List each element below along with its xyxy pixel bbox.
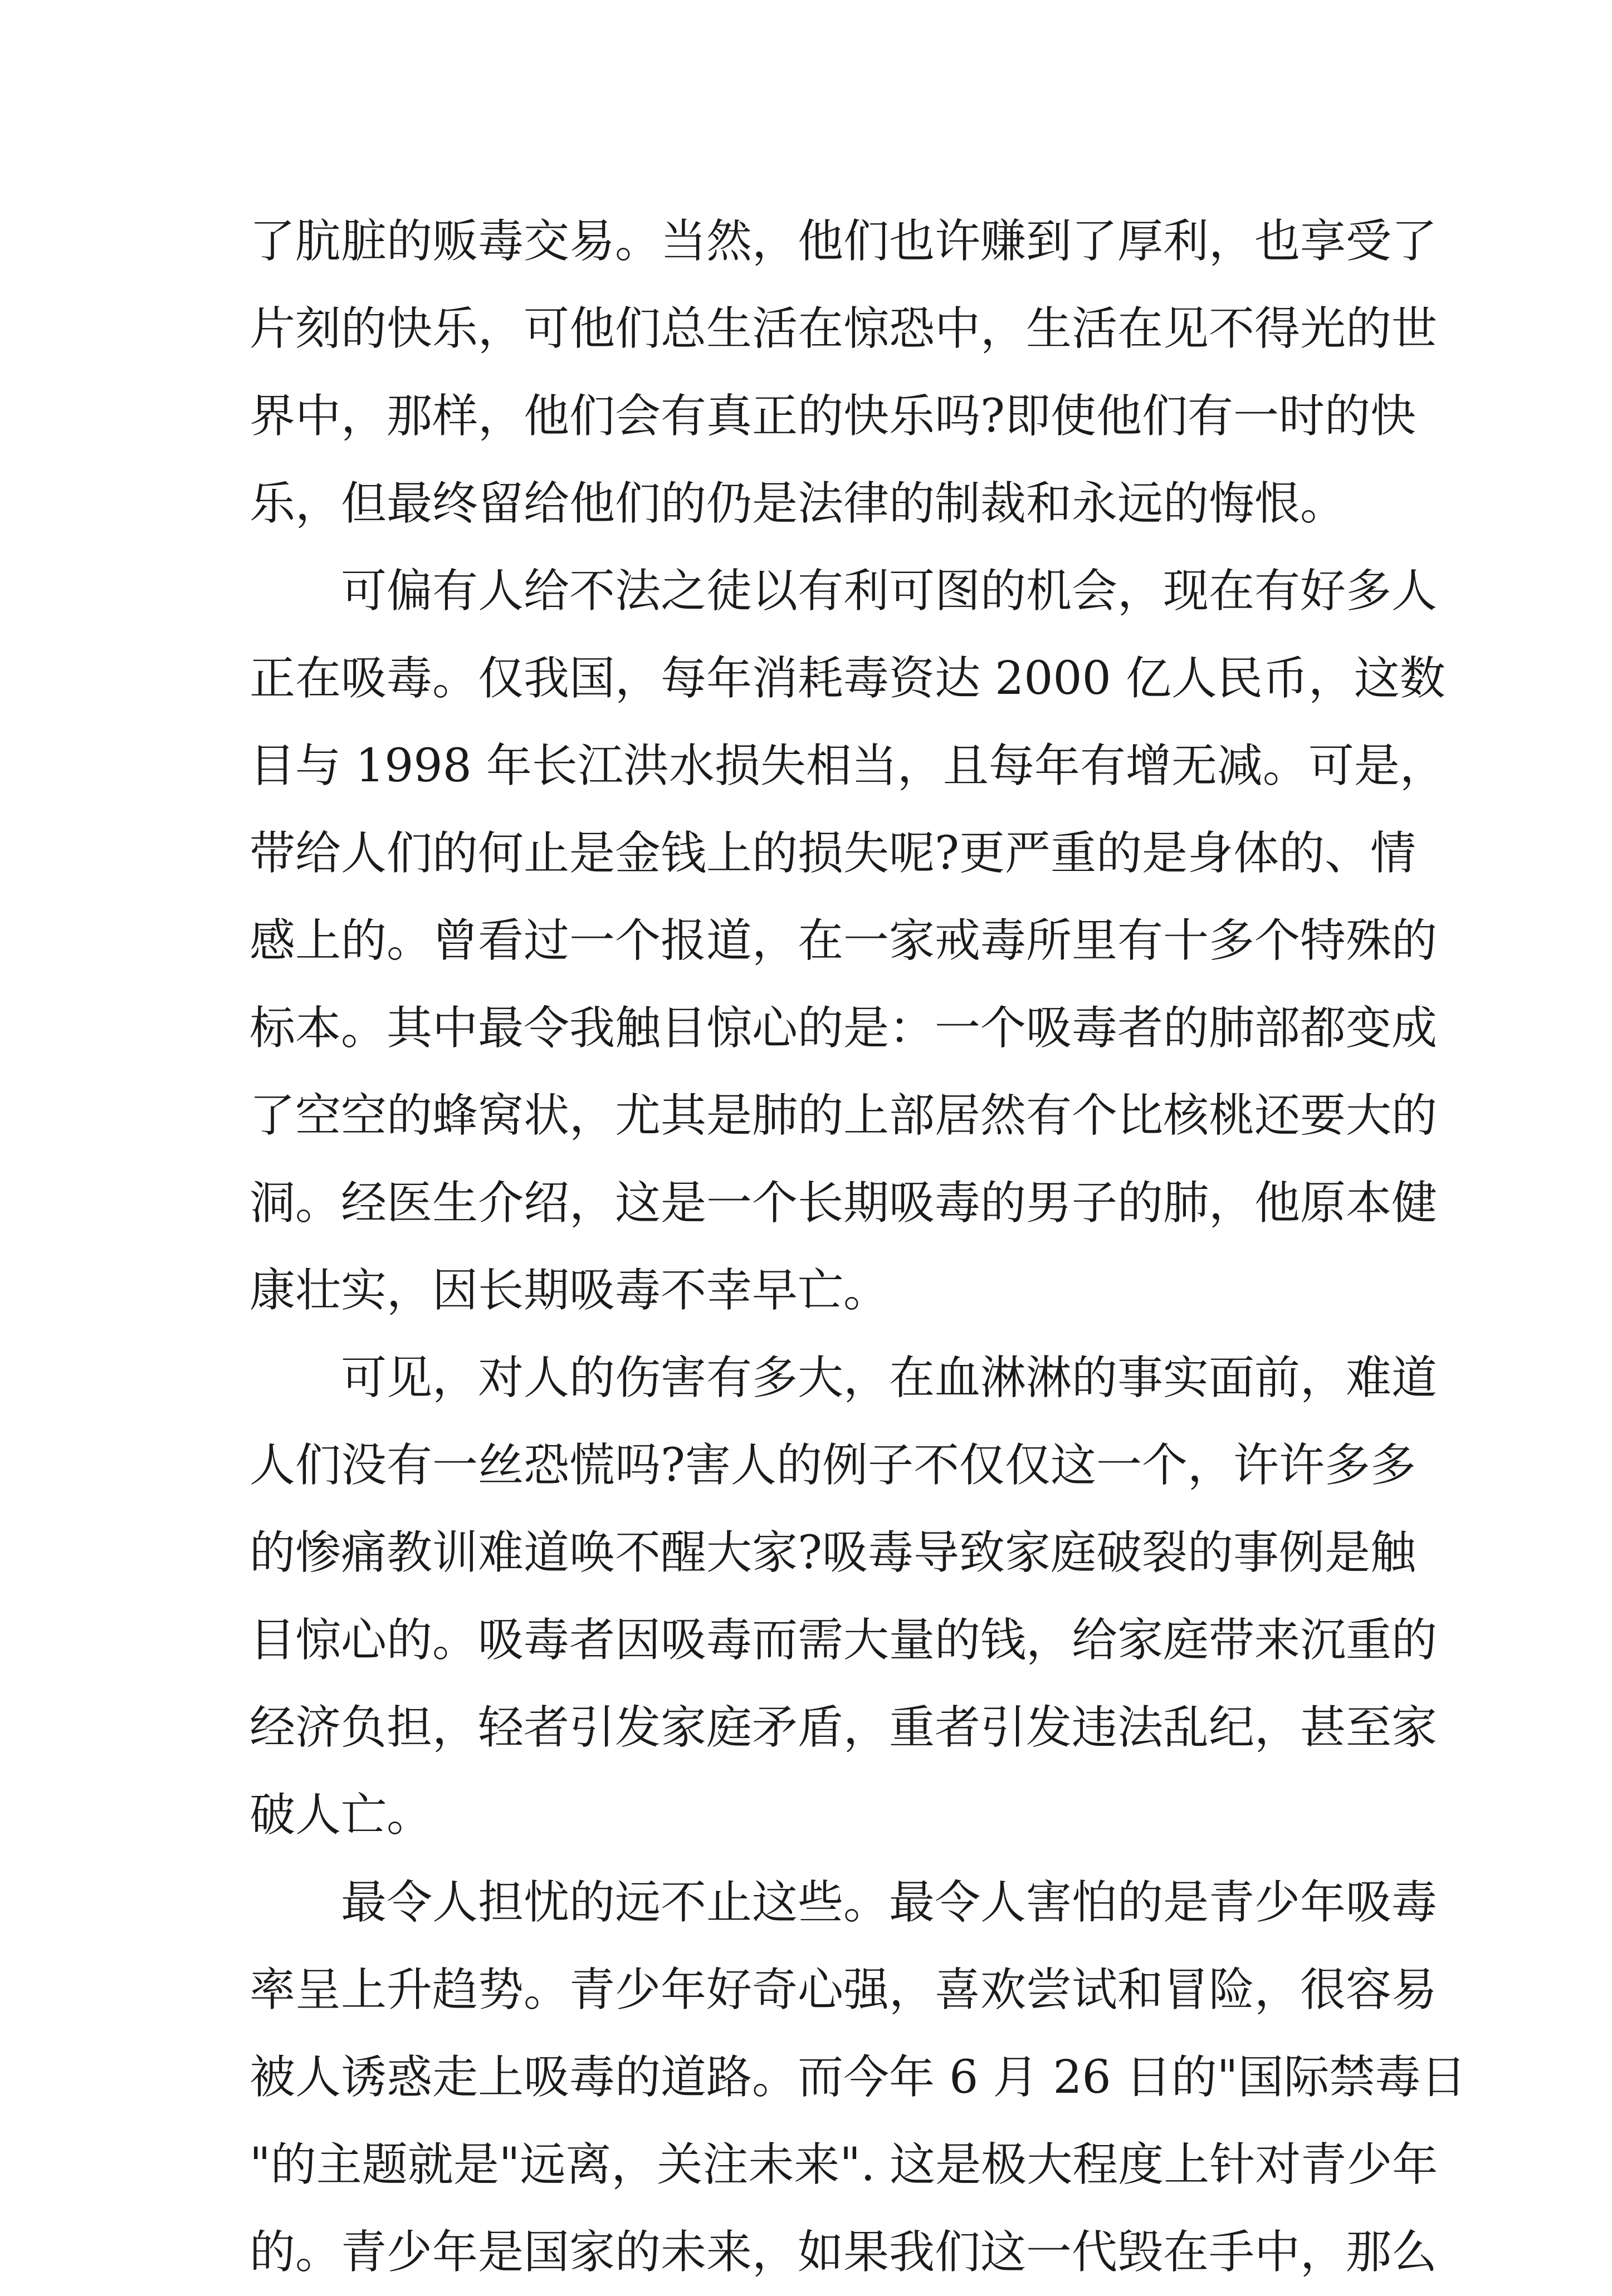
paragraph — [250, 547, 1445, 1334]
text-line: 正在吸毒。仅我国，每年消耗毒资达 2000 亿人民币，这数 — [250, 652, 1445, 705]
text-line: 可偏有人给不法之徒以有利可图的机会，现在有好多人 — [341, 565, 1438, 618]
text-line: 的惨痛教训难道唤不醒大家?吸毒导致家庭破裂的事例是触 — [250, 1526, 1416, 1579]
text-line: 破人亡。 — [250, 1789, 433, 1842]
paragraph — [250, 1334, 1438, 1859]
text-line: 目与 1998 年长江洪水损失相当，且每年有增无减。可是， — [250, 740, 1445, 792]
text-line: 标本。其中最令我触目惊心的是：一个吸毒者的肺部都变成 — [250, 1002, 1438, 1055]
text-line: 经济负担，轻者引发家庭矛盾，重者引发违法乱纪，甚至家 — [250, 1701, 1438, 1754]
text-line: 带给人们的何止是金钱上的损失呢?更严重的是身体的、情 — [250, 827, 1416, 880]
text-line: 最令人担忧的远不止这些。最令人害怕的是青少年吸毒 — [341, 1876, 1438, 1929]
text-line: 的。青少年是国家的未来，如果我们这一代毁在手中，那么 — [250, 2226, 1438, 2279]
text-line: 感上的。曾看过一个报道，在一家戒毒所里有十多个特殊的 — [250, 914, 1438, 967]
text-line: 界中，那样，他们会有真正的快乐吗?即使他们有一时的快 — [250, 390, 1416, 443]
text-line: 片刻的快乐，可他们总生活在惊恐中，生活在见不得光的世 — [250, 302, 1438, 355]
text-line: 洞。经医生介绍，这是一个长期吸毒的男子的肺，他原本健 — [250, 1177, 1438, 1230]
body-text — [250, 198, 1467, 2296]
paragraph — [250, 1859, 1467, 2296]
text-line: 人们没有一丝恐慌吗?害人的例子不仅仅这一个，许许多多 — [250, 1439, 1416, 1492]
text-line: 目惊心的。吸毒者因吸毒而需大量的钱，给家庭带来沉重的 — [250, 1614, 1438, 1667]
text-line: 了空空的蜂窝状，尤其是肺的上部居然有个比核桃还要大的 — [250, 1089, 1438, 1142]
text-line: 了肮脏的贩毒交易。当然，他们也许赚到了厚利，也享受了 — [250, 215, 1438, 268]
text-line: 可见，对人的伤害有多大，在血淋淋的事实面前，难道 — [341, 1352, 1438, 1404]
paragraph — [250, 198, 1438, 547]
text-line: 康壮实，因长期吸毒不幸早亡。 — [250, 1264, 890, 1317]
text-line: 被人诱惑走上吸毒的道路。而今年 6 月 26 日的"国际禁毒日 — [250, 2051, 1467, 2104]
text-line: 乐，但最终留给他们的仍是法律的制裁和永远的悔恨。 — [250, 477, 1346, 530]
text-line: "的主题就是"远离，关注未来". 这是极大程度上针对青少年 — [250, 2138, 1438, 2191]
text-line: 率呈上升趋势。青少年好奇心强，喜欢尝试和冒险，很容易 — [250, 1964, 1438, 2016]
